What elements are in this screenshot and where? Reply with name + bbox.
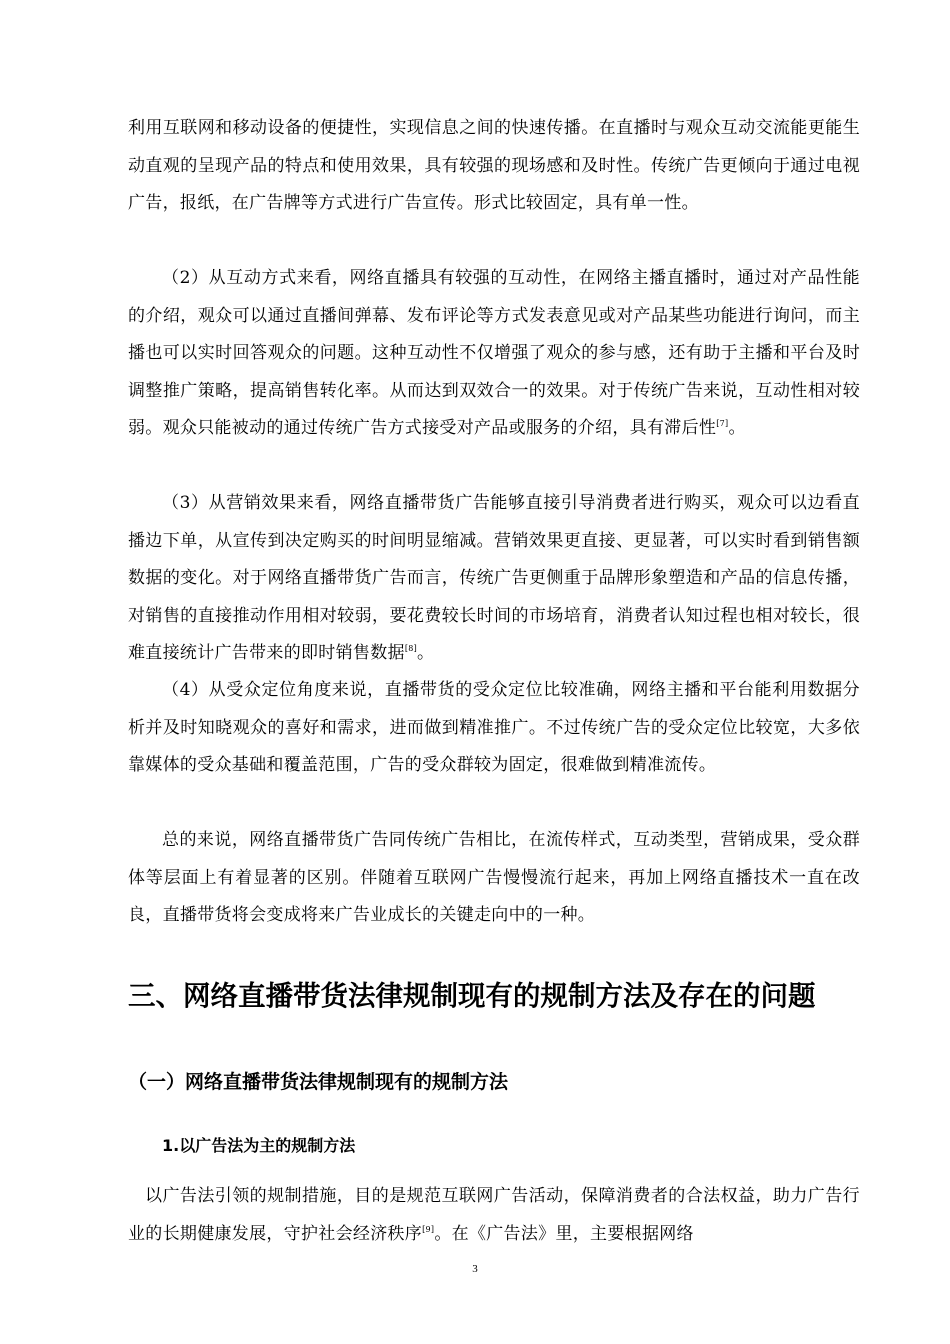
paragraph-marketing bbox=[128, 485, 860, 673]
paragraph-text: 以广告法引领的规制措施，目的是规范互联网广告活动，保障消费者的合法权益，助力广告行业的长期健康发展，守护社会经济秩序 bbox=[128, 1186, 860, 1244]
paragraph-end: 。在《广告法》里，主要根据网络 bbox=[434, 1223, 694, 1244]
paragraph-end: 。 bbox=[728, 418, 746, 438]
paragraph-text: 总的来说，网络直播带货广告同传统广告相比，在流传样式，互动类型，营销成果，受众群体等层面上有着显著的区别。伴随着互联网广告慢慢流行起来，再加上网络直播技术一直在改良，直播带货将会变成将来广告业成长的关键走向中的一种。 bbox=[128, 830, 860, 925]
paragraph-continuation bbox=[128, 110, 860, 223]
page-number: 3 bbox=[472, 1263, 478, 1275]
paragraph-text: （2）从互动方式来看，网络直播具有较强的互动性，在网络主播直播时，通过对产品性能的介绍，观众可以通过直播间弹幕、发布评论等方式发表意见或对产品某些功能进行询问，而主播也可以实时回答观众的问题。这种互动性不仅增强了观众的参与感，还有助于主播和平台及时调整推广策略，提高销售转化率。从而达到双效合一的效果。对于传统广告来说，互动性相对较弱。观众只能被动的通过传统广告方式接受对产品或服务的介绍，具有滞后性 bbox=[128, 268, 860, 438]
citation-ref: [9] bbox=[422, 1224, 435, 1234]
section-heading: 三、网络直播带货法律规制现有的规制方法及存在的问题 bbox=[128, 980, 816, 1012]
paragraph-audience bbox=[128, 672, 860, 785]
paragraph-summary bbox=[128, 822, 860, 935]
citation-ref: [7] bbox=[716, 419, 729, 428]
paragraph-text: （4）从受众定位角度来说，直播带货的受众定位比较准确，网络主播和平台能利用数据分析并及时知晓观众的喜好和需求，进而做到精准推广。不过传统广告的受众定位比较宽，大多依靠媒体的受众基础和覆盖范围，广告的受众群较为固定，很难做到精准流传。 bbox=[128, 680, 860, 775]
paragraph-advertising-law bbox=[128, 1178, 860, 1253]
paragraph-interaction bbox=[128, 260, 860, 448]
citation-ref: [8] bbox=[404, 644, 418, 653]
paragraph-text: （3）从营销效果来看，网络直播带货广告能够直接引导消费者进行购买，观众可以边看直播边下单，从宣传到决定购买的时间明显缩减。营销效果更直接、更显著，可以实时看到销售额数据的变化。对于网络直播带货广告而言，传统广告更侧重于品牌形象塑造和产品的信息传播，对销售的直接推动作用相对较弱，要花费较长时间的市场培育，消费者认知过程也相对较长，很难直接统计广告带来的即时销售数据 bbox=[128, 493, 860, 663]
paragraph-end: 。 bbox=[417, 643, 435, 663]
subsubsection-heading: 1.以广告法为主的规制方法 bbox=[162, 1136, 356, 1155]
subsection-heading: （一）网络直播带货法律规制现有的规制方法 bbox=[128, 1071, 509, 1093]
paragraph-text: 利用互联网和移动设备的便捷性，实现信息之间的快速传播。在直播时与观众互动交流能更能生动直观的呈现产品的特点和使用效果，具有较强的现场感和及时性。传统广告更倾向于通过电视广告，报纸，在广告牌等方式进行广告宣传。形式比较固定，具有单一性。 bbox=[128, 118, 860, 213]
